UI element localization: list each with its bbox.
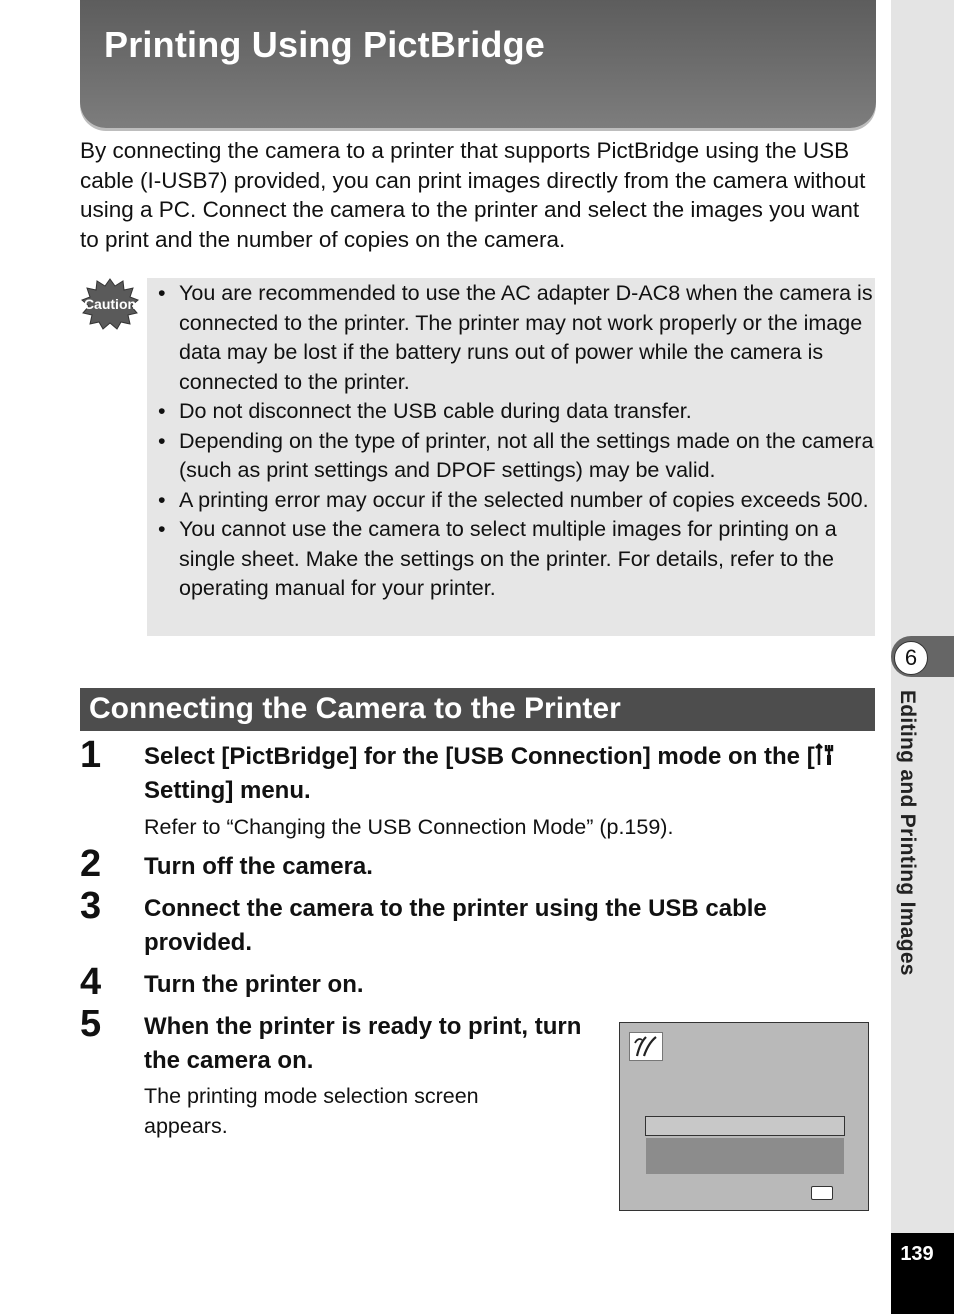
step-3-text: Connect the camera to the printer using the USB cable provided. <box>144 895 767 956</box>
menu-option-selected <box>645 1116 845 1136</box>
bullet: • <box>158 487 166 512</box>
intro-paragraph: By connecting the camera to a printer that supports PictBridge using the USB cable (I-USB7) provided, you can print images directly from the camera without using a PC. Connect the camera to the printer and select the images you want to print and the number of copies on the camera. <box>80 138 866 252</box>
step-number: 2 <box>80 843 102 885</box>
menu-option <box>646 1138 844 1174</box>
chapter-title: Editing and Printing Images <box>896 690 919 976</box>
step-number: 4 <box>80 961 102 1003</box>
caution-item <box>147 397 875 427</box>
step-1-note: Refer to “Changing the USB Connection Mode” (p.159). <box>144 815 674 839</box>
caution-icon <box>80 278 140 330</box>
caution-item <box>147 486 875 516</box>
step-number: 3 <box>80 885 102 927</box>
caution-text: Depending on the type of printer, not all the settings made on the camera (such as print settings and DPOF settings) may be valid. <box>179 428 874 482</box>
page-title: Printing Using PictBridge <box>104 24 546 65</box>
step-number: 5 <box>80 1003 102 1045</box>
step-1-text <box>144 740 869 807</box>
title-banner <box>80 0 876 128</box>
section-heading-bar <box>80 688 875 731</box>
step-2-text: Turn off the camera. <box>144 853 373 880</box>
pictbridge-glyph <box>630 1033 662 1060</box>
page-number: 139 <box>900 1243 934 1265</box>
step-text-part: Setting] menu. <box>144 776 311 804</box>
caution-box <box>147 278 875 636</box>
wrench-setting-icon <box>815 743 837 767</box>
bullet: • <box>158 281 166 305</box>
bullet: • <box>158 428 166 453</box>
caution-label: Caution <box>83 296 137 312</box>
section-heading: Connecting the Camera to the Printer <box>89 692 621 725</box>
step-4-text: Turn the printer on. <box>144 971 364 998</box>
bullet: • <box>158 399 166 423</box>
caution-text: A printing error may occur if the selected number of copies exceeds 500. <box>179 487 869 512</box>
caution-text: Do not disconnect the USB cable during data transfer. <box>179 399 692 423</box>
caution-item <box>147 515 875 604</box>
step-text-part: Select [PictBridge] for the [USB Connection] mode on the [ <box>144 743 815 770</box>
step-5-text: When the printer is ready to print, turn the camera on. <box>144 1013 582 1074</box>
caution-text: You cannot use the camera to select multiple images for printing on a single sheet. Make the settings on the printer. For details, refer to the operating manual for your printer. <box>179 517 837 600</box>
caution-list <box>147 278 875 604</box>
step-5-note: The printing mode selection screen appears. <box>144 1084 479 1138</box>
chapter-number: 6 <box>894 641 928 675</box>
caution-item <box>147 279 875 397</box>
step-number: 1 <box>80 734 102 776</box>
caution-text: You are recommended to use the AC adapter D-AC8 when the camera is connected to the printer. The printer may not work properly or the image data may be lost if the battery runs out of power while the camera is connected to the printer. <box>179 281 873 394</box>
ok-button <box>811 1186 833 1200</box>
bullet: • <box>158 517 166 541</box>
pictbridge-icon <box>629 1032 663 1061</box>
camera-screen-illustration <box>619 1022 869 1211</box>
page-number-box <box>891 1233 954 1314</box>
caution-item <box>147 427 875 486</box>
